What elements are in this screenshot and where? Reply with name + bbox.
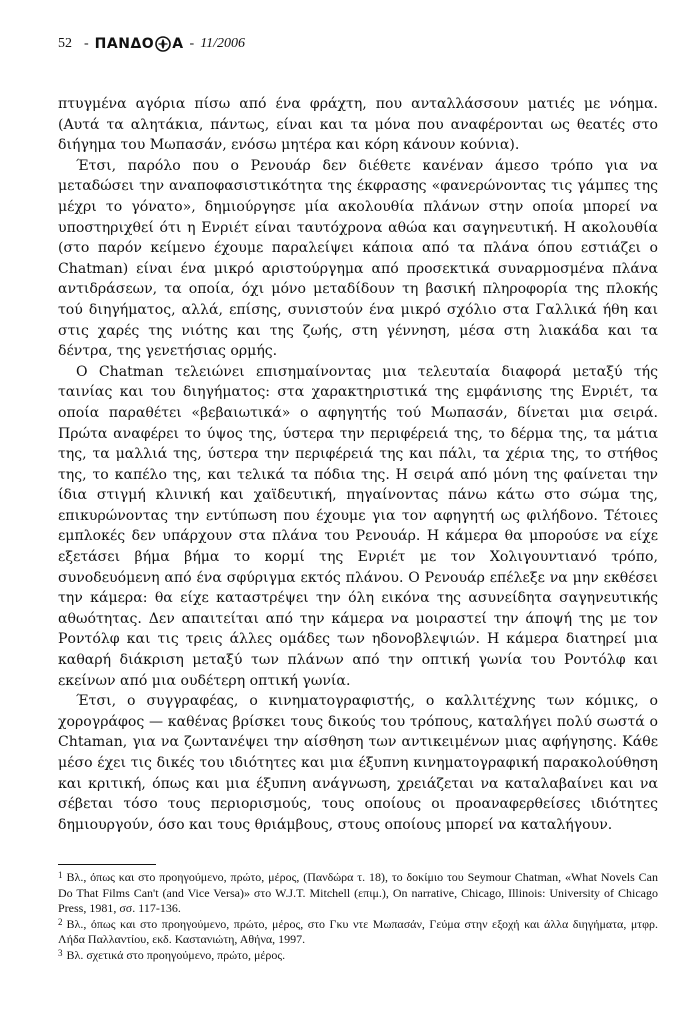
footnotes <box>58 870 658 963</box>
paragraph-4: Έτσι, ο συγγραφέας, ο κινηματογραφιστής, ο καλλιτέχνης των κόμικς, ο χορογράφος — καθένας βρίσκει τους δικούς του τρόπους, καταλήγει πολύ σωστά ο Chtaman, για να ζωντανέψει την αίσθηση των αντικειμένων μιας αφήγησης. Κάθε μέσο έχει τις δικές του ιδιότητες και μια έξυπνη κινηματογραφική παρακολούθηση και κριτική, όπως και μια έξυπνη ανάγνωση, χρειάζεται να καταλαβαίνει και να σέβεται τόσο τους περιορισμούς, τους οποίους οι προαναφερθείσες ιδιότητες δημιουργούν, όσο και τους θριάμβους, στους οποίους μπορεί να καταλήγουν. <box>58 693 658 833</box>
journal-title-right: Α <box>172 36 184 52</box>
footnote-1 <box>58 870 658 917</box>
journal-title-left: ΠΑΝΔΟ <box>94 36 155 52</box>
paragraph-3: Ο Chatman τελειώνει επισημαίνοντας μια τελευταία διαφορά μεταξύ τής ταινίας και του διηγήματος: στα χαρακτηριστικά της εμφάνισης της Ενριέτ, τα οποία παραθέτει «βεβαιωτικά» ο αφηγητής τού Μωπασάν, δίνεται μια σειρά. Πρώτα αναφέρει το ύψος της, ύστερα την περιφέρειά της, το δέρμα της, τα μάτια της, τα μαλλιά της, ύστερα την περιφέρειά της και πάλι, τα χέρια της, το στήθος της, το καπέλο της, και τελικά τα πόδια της. Η σειρά από μόνη της φαίνεται την ίδια στιγμή κλινική και χαϊδευτική, πηγαίνοντας πάνω κάτω στο σώμα της, επικυρώνοντας την εντύπωση που έχουμε για τον αφηγητή ως φιλήδονο. Τέτοιες εμπλοκές δεν υπάρχουν στα πλάνα του Ρενουάρ. Η κάμερα θα μπορούσε να είχε εξετάσει βήμα βήμα το κορμί της Ενριέτ με τον Χολιγουντιανό τρόπο, συνοδευόμενη από ένα σφύριγμα εκτός πλάνου. Ο Ρενουάρ επέλεξε να μην εκθέσει την κάμερα: θα είχε καταστρέψει την όλη εικόνα της ασυνείδητα σαγηνευτικής αθωότητας. Δεν απαιτείται από την κάμερα να μοιραστεί την άποψή της με τον Ροντόλφ και τις τρεις άλλες ομάδες των ηδονοβλεψιών. Η κάμερα διατηρεί μια καθαρή διάκριση μεταξύ των πλάνων από την οπτική γωνία του Ροντόλφ και εκείνων από μια ουδέτερη οπτική γωνία. <box>58 363 658 689</box>
journal-title <box>95 36 184 52</box>
footnote-text: Βλ., όπως και στο προηγούμενο, πρώτο, μέρος, (Πανδώρα τ. 18), το δοκίμιο του Seymour Chatman, «What Novels Can Do That Films Can't (and Vice Versa)» στο W.J.T. Mitchell (επιμ.), On narrative, Chicago, Illinois: University of Chicago Press, 1981, σσ. 117-136. <box>58 870 658 915</box>
journal-logo-icon <box>155 36 171 52</box>
paragraph-1: πτυγμένα αγόρια πίσω από ένα φράχτη, που ανταλλάσσουν ματιές με νόημα. (Αυτά τα αλητάκια, πάντως, είναι και τα μόνα που αναφέρονται ως θεατές στο διήγημα του Μωπασάν, ενόσω μητέρα και κόρη κάνουν κούνια). <box>58 96 658 154</box>
issue-date: 11/2006 <box>200 36 246 51</box>
footnote-rule <box>58 864 156 865</box>
page-number: 52 <box>58 36 72 51</box>
article-body <box>58 94 658 835</box>
footnote-text: Βλ., όπως και στο προηγούμενο, πρώτο, μέρος, στο Γκυ ντε Μωπασάν, Γεύμα στην εξοχή και άλλα διηγήματα, μτφρ. Λήδα Παλλαντίου, εκδ. Καστανιώτη, Αθήνα, 1997. <box>58 916 658 946</box>
header-separator: - <box>84 36 89 51</box>
footnote-mark: 3 <box>58 947 63 958</box>
footnote-text: Βλ. σχετικά στο προηγούμενο, πρώτο, μέρος. <box>66 947 286 962</box>
header-separator-2: - <box>189 36 195 51</box>
footnote-mark: 2 <box>58 916 63 927</box>
footnote-3 <box>58 948 658 964</box>
paragraph-2: Έτσι, παρόλο που ο Ρενουάρ δεν διέθετε κανέναν άμεσο τρόπο για να μεταδώσει την αναποφασιστικότητα της έκφρασης «φανερώνοντας τις γάμπες της μέχρι το γόνατο», δημιούργησε μία ακολουθία πλάνων στην οποία μπορεί να υποστηριχθεί ότι η Ενριέτ είναι ταυτόχρονα αθώα και σαγηνευτική. Η ακολουθία (στο παρόν κείμενο έχουμε παραλείψει κάποια από τα πλάνα όπου εστιάζει ο Chatman) είναι ένα μικρό αριστούργημα από προσεκτικά συναρμοσμένα πλάνα αντιδράσεων, τα οποία, όχι μόνο μεταδίδουν τη βασική πληροφορία της πλοκής τού διηγήματος, αλλά, επίσης, συνιστούν ένα μικρό σχόλιο στα Γαλλικά ήθη και στις χαρές της νιότης και της ζωής, στη γέννηση, μέσα στη λιακάδα και τα δέντρα, της γενετήσιας ορμής. <box>58 157 658 360</box>
footnote-mark: 1 <box>58 870 63 880</box>
running-header <box>58 32 245 56</box>
footnote-2 <box>58 917 658 948</box>
